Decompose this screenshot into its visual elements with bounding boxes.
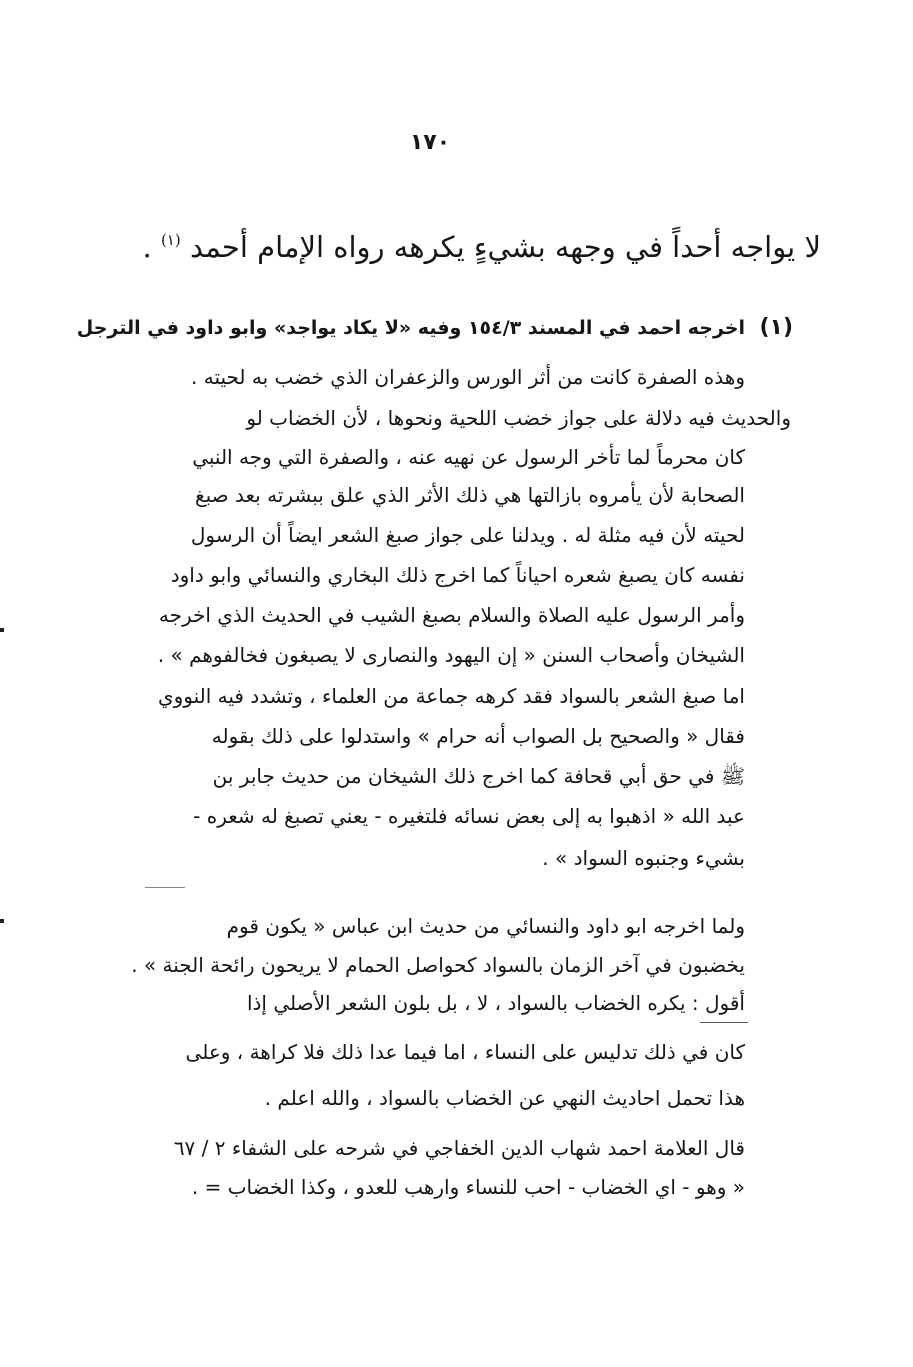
- footnote-line: كان محرماً لما تأخر الرسول عن نهيه عنه ، والصفرة التي وجه النبي: [192, 445, 745, 469]
- footnote-line: بشيء وجنبوه السواد » .: [542, 846, 745, 870]
- main-footnote-ref: (١): [160, 231, 181, 249]
- footnote-line: وهذه الصفرة كانت من أثر الورس والزعفران الذي خضب به لحيته .: [191, 365, 745, 389]
- footnote-line: وأمر الرسول عليه الصلاة والسلام بصبغ الشيب في الحديث الذي اخرجه: [158, 603, 745, 627]
- footnote-line: الصحابة لأن يأمروه بازالتها هي ذلك الأثر الذي علق ببشرته بعد صبغ: [195, 483, 745, 507]
- footnote-line: نفسه كان يصبغ شعره احياناً كما اخرج ذلك البخاري والنسائي وابو داود: [170, 563, 745, 587]
- footnote-line: ﷺ في حق أبي قحافة كما اخرج ذلك الشيخان من حديث جابر بن: [212, 764, 745, 788]
- scan-mark: [0, 628, 4, 632]
- footnote-line: كان في ذلك تدليس على النساء ، اما فيما عدا ذلك فلا كراهة ، وعلى: [185, 1040, 745, 1064]
- underline-rule: [700, 1022, 748, 1023]
- main-text-end: .: [142, 230, 152, 264]
- footnote-line: والحديث فيه دلالة على جواز خضب اللحية ونحوها ، لأن الخضاب لو: [246, 406, 791, 430]
- main-text-line: [81, 218, 821, 269]
- footnote-line: يخضبون في آخر الزمان بالسواد كحواصل الحمام لا يريحون رائحة الجنة » .: [131, 953, 745, 977]
- scan-mark: [0, 919, 4, 923]
- footnote-line: قال العلامة احمد شهاب الدين الخفاجي في شرحه على الشفاء ٢ / ٦٧: [173, 1136, 745, 1160]
- footnote-first-line: اخرجه احمد في المسند ١٥٤/٣ وفيه «لا يكاد يواجد» وابو داود في الترجل: [76, 317, 745, 339]
- footnote-line: لحيته لأن فيه مثلة له . ويدلنا على جواز صبغ الشعر ايضاً أن الرسول: [190, 523, 745, 547]
- footnote-line: « وهو - اي الخضاب - احب للنساء وارهب للعدو ، وكذا الخضاب = .: [191, 1175, 745, 1199]
- footnote-line: عبد الله « اذهبوا به إلى بعض نسائه فلتغيره - يعني تصبغ له شعره -: [193, 804, 745, 828]
- main-text: لا يواجه أحداً في وجهه بشيءٍ يكرهه رواه الإمام أحمد: [189, 230, 821, 264]
- footnote-line: فقال « والصحيح بل الصواب أنه حرام » واستدلوا على ذلك بقوله: [211, 724, 745, 748]
- section-divider: [145, 887, 185, 888]
- footnote-line: هذا تحمل احاديث النهي عن الخضاب بالسواد ، والله اعلم .: [264, 1086, 745, 1110]
- footnote-line: الشيخان وأصحاب السنن « إن اليهود والنصارى لا يصبغون فخالفوهم » .: [157, 643, 745, 667]
- footnote-line: أقول : يكره الخضاب بالسواد ، لا ، بل بلون الشعر الأصلي إذا: [246, 991, 745, 1015]
- footnote-marker: (١): [759, 315, 793, 340]
- footnote-line: اما صبغ الشعر بالسواد فقد كرهه جماعة من العلماء ، وتشدد فيه النووي: [157, 684, 745, 708]
- footnote-line: ولما اخرجه ابو داود والنسائي من حديث ابن عباس « يكون قوم: [226, 914, 745, 938]
- page-number: ١٧٠: [409, 130, 451, 155]
